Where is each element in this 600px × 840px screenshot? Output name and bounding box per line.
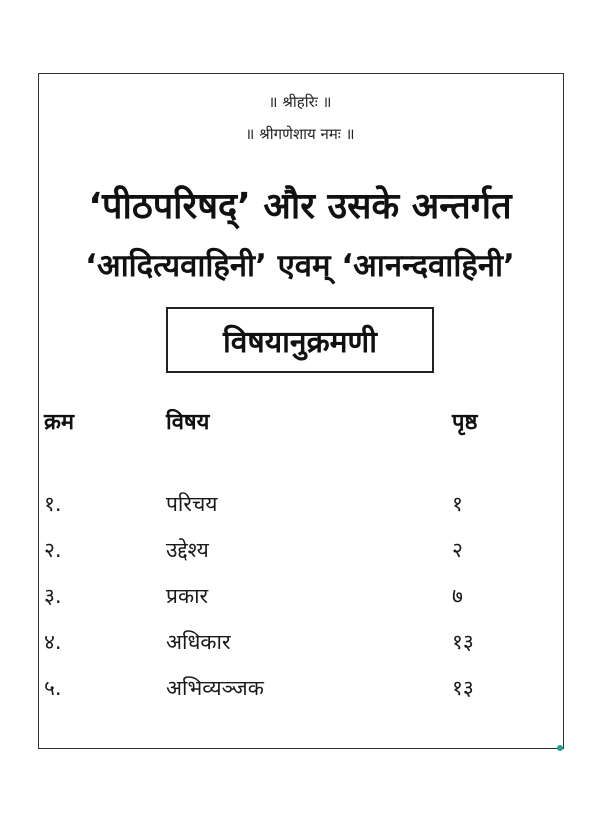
table-of-contents	[0, 490, 600, 720]
toc-serial: ४.	[44, 630, 62, 654]
document-title-line-2: ‘आदित्यवाहिनी’ एवम् ‘आनन्दवाहिनी’	[85, 248, 515, 284]
invocation-shri-hari: ॥ श्रीहरिः ॥	[268, 93, 332, 111]
column-header-subject: विषय	[166, 410, 210, 435]
toc-subject: परिचय	[166, 492, 218, 516]
corner-marker-dot	[557, 745, 563, 751]
toc-subject: प्रकार	[166, 584, 209, 608]
toc-row	[0, 536, 600, 582]
column-header-page: पृष्ठ	[452, 410, 478, 435]
index-heading: विषयानुक्रमणी	[222, 324, 378, 360]
toc-subject: अधिकार	[166, 630, 231, 654]
invocation-shri-ganesh: ॥ श्रीगणेशाय नमः ॥	[245, 125, 355, 143]
toc-page-number: ७	[452, 584, 463, 608]
toc-subject: अभिव्यञ्जक	[166, 676, 264, 700]
toc-serial: २.	[44, 538, 62, 562]
toc-row	[0, 628, 600, 674]
toc-subject: उद्देश्य	[166, 538, 209, 562]
toc-page-number: १३	[452, 630, 474, 654]
toc-row	[0, 490, 600, 536]
toc-serial: ५.	[44, 676, 62, 700]
toc-page-number: १३	[452, 676, 474, 700]
toc-row	[0, 674, 600, 720]
document-title-line-1: ‘पीठपरिषद्’ और उसके अन्तर्गत	[88, 186, 512, 227]
column-header-serial: क्रम	[44, 410, 75, 435]
toc-serial: १.	[44, 492, 62, 516]
index-heading-box	[166, 307, 434, 373]
toc-row	[0, 582, 600, 628]
toc-serial: ३.	[44, 584, 62, 608]
toc-page-number: २	[452, 538, 463, 562]
toc-page-number: १	[452, 492, 463, 516]
